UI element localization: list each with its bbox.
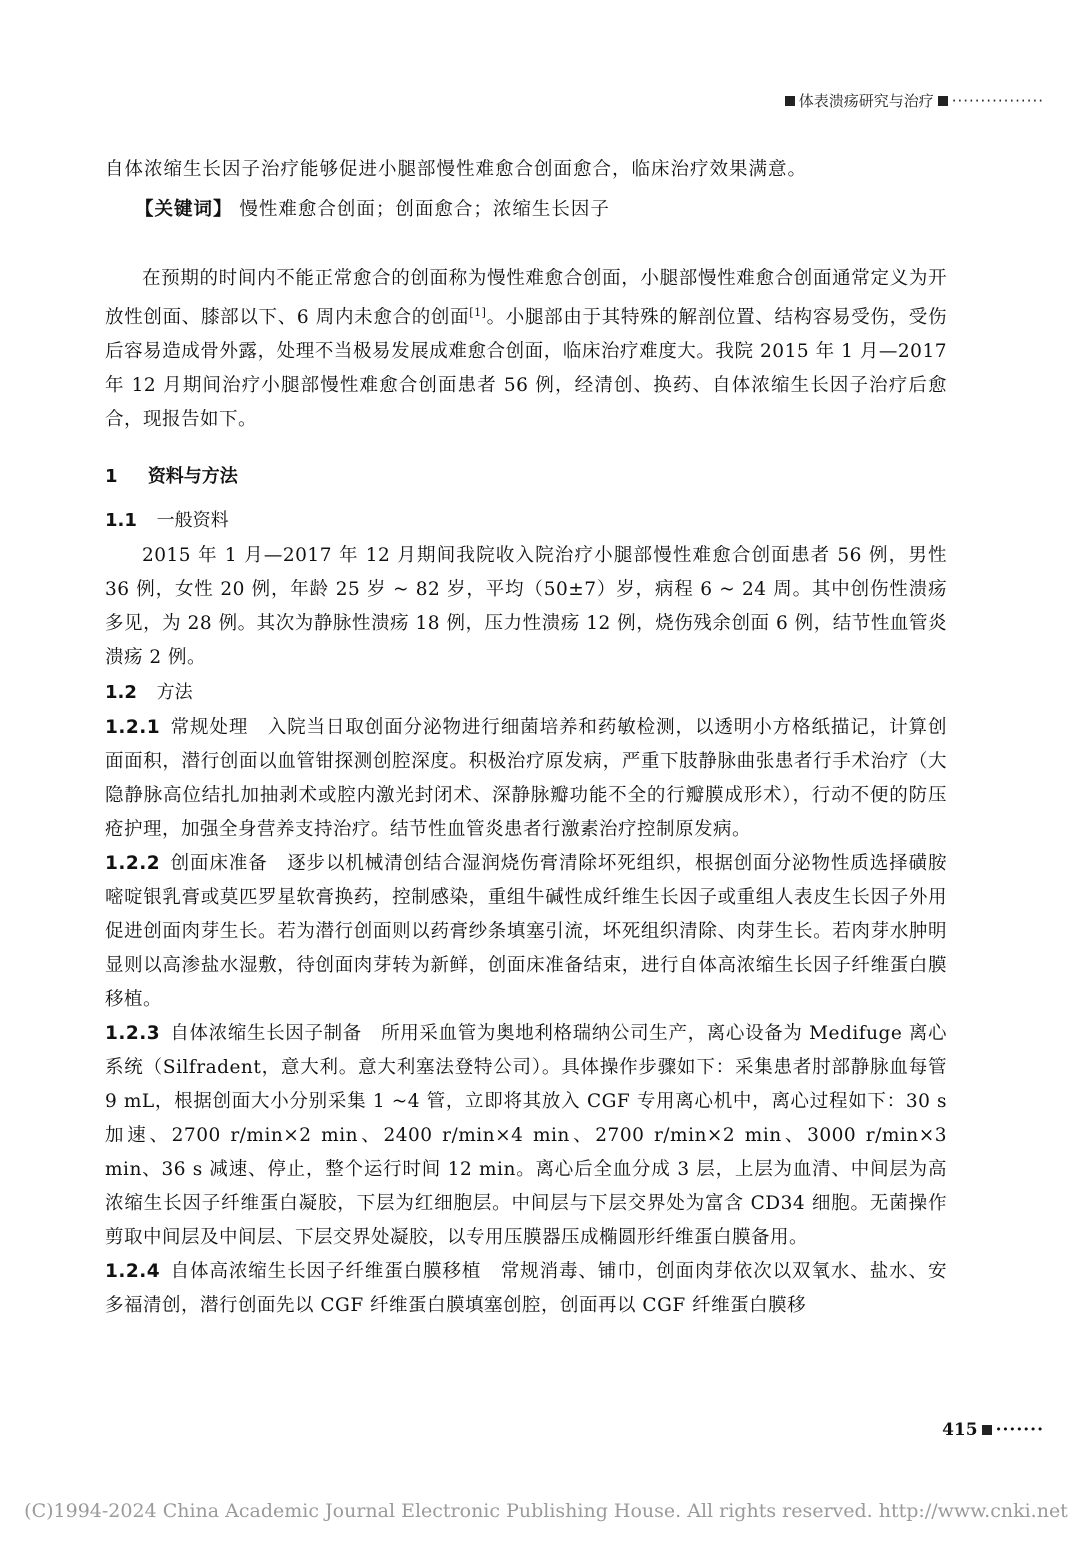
citation-ref: [1]: [469, 306, 487, 319]
subsubsection-title: 创面床准备: [170, 853, 268, 875]
header-title: 体表溃疡研究与治疗: [798, 92, 934, 110]
paragraph-text: 入院当日取创面分泌物进行细菌培养和药敏检测，以透明小方格纸描记，计算创面面积，潜行创面以血管钳探测创腔深度。积极治疗原发病，严重下肢静脉曲张患者行手术治疗（大隐静脉高位结扎加抽剥术或腔内激光封闭术、深静脉瓣功能不全的行瓣膜成形术），行动不便的防压疮护理，加强全身营养支持治疗。结节性血管炎患者行激素治疗控制原发病。: [105, 717, 947, 841]
subsection-title: 一般资料: [156, 510, 229, 532]
paragraph-text: 常规消毒、铺巾，创面肉芽依次以双氧水、盐水、安多福清创，潜行创面先以 CGF 纤维蛋白膜填塞创腔，创面再以 CGF 纤维蛋白膜移: [105, 1261, 947, 1317]
square-bullet-icon: [938, 96, 948, 106]
abstract-conclusion: 自体浓缩生长因子治疗能够促进小腿部慢性难愈合创面愈合，临床治疗效果满意。: [105, 159, 808, 180]
subsection-number: 1.2: [105, 682, 137, 704]
running-header: [785, 90, 1044, 111]
section-number: 1: [105, 466, 118, 488]
subsubsection-number: 1.2.2: [105, 853, 161, 875]
cgf-transplant-paragraph: [105, 1255, 947, 1323]
subsubsection-heading: [105, 717, 248, 738]
square-bullet-icon: [982, 1425, 992, 1435]
intro-paragraph: [105, 262, 947, 437]
subsubsection-heading: [105, 1261, 481, 1282]
section-heading: [105, 459, 947, 495]
header-dots: ················: [951, 91, 1044, 110]
intro-text-b: 。小腿部由于其特殊的解剖位置、结构容易受伤，受伤后容易造成骨外露，处理不当极易发展成难愈合创面，临床治疗难度大。我院 2015 年 1 月—2017 年 12 月期间治疗小腿部慢性难愈合创面患者 56 例，经清创、换药、自体浓缩生长因子治疗后愈合，现报告如下。: [105, 307, 947, 431]
subsubsection-number: 1.2.3: [105, 1023, 161, 1045]
page-number: 415: [942, 1420, 978, 1440]
paragraph-text: 逐步以机械清创结合湿润烧伤膏清除坏死组织，根据创面分泌物性质选择磺胺嘧啶银乳膏或莫匹罗星软膏换药，控制感染，重组牛碱性成纤维生长因子或重组人表皮生长因子外用促进创面肉芽生长。若为潜行创面则以药膏纱条填塞引流，坏死组织清除、肉芽生长。若肉芽水肿明显则以高渗盐水湿敷，待创面肉芽转为新鲜，创面床准备结束，进行自体高浓缩生长因子纤维蛋白膜移植。: [105, 853, 947, 1011]
section-title: 资料与方法: [147, 466, 238, 488]
wound-bed-paragraph: [105, 847, 947, 1017]
subsubsection-heading: [105, 853, 268, 874]
subsection-heading: [105, 503, 947, 539]
routine-treatment-paragraph: [105, 711, 947, 847]
subsubsection-title: 自体高浓缩生长因子纤维蛋白膜移植: [170, 1261, 482, 1283]
subsection-number: 1.1: [105, 510, 137, 532]
footer-dots: ·······: [995, 1420, 1044, 1440]
keywords: [105, 190, 947, 230]
subsubsection-number: 1.2.1: [105, 717, 161, 739]
cgf-preparation-paragraph: [105, 1017, 947, 1255]
subsection-heading: [105, 675, 947, 711]
subsubsection-title: 常规处理: [170, 717, 249, 739]
article-body: [105, 150, 947, 1323]
paragraph-text: 所用采血管为奥地利格瑞纳公司生产，离心设备为 Medifuge 离心系统（Silfradent，意大利。意大利塞法登特公司）。具体操作步骤如下：采集患者肘部静脉血每管 9 mL，根据创面大小分别采集 1 ~4 管，立即将其放入 CGF 专用离心机中，离心过程如下：30 s 加速、2700 r/min×2 min、2400 r/min×4 min、2700 r/min×2 min、3000 r/min×3 min、36 s 减速、停止，整个运行时间 12 min。离心后全血分成 3 层，上层为血清、中间层为高浓缩生长因子纤维蛋白凝胶，下层为红细胞层。中间层与下层交界处为富含 CD34 细胞。无菌操作剪取中间层及中间层、下层交界处凝胶，以专用压膜器压成椭圆形纤维蛋白膜备用。: [105, 1023, 947, 1249]
subsubsection-number: 1.2.4: [105, 1261, 161, 1283]
subsubsection-heading: [105, 1023, 362, 1044]
keywords-label: 【关键词】: [135, 199, 233, 220]
general-data-paragraph: 2015 年 1 月—2017 年 12 月期间我院收入院治疗小腿部慢性难愈合创面患者 56 例，男性 36 例，女性 20 例，年龄 25 岁 ~ 82 岁，平均（50±7）岁，病程 6 ~ 24 周。其中创伤性溃疡多见，为 28 例。其次为静脉性溃疡 18 例，压力性溃疡 12 例，烧伤残余创面 6 例，结节性血管炎溃疡 2 例。: [105, 545, 947, 669]
subsection-title: 方法: [156, 682, 193, 704]
copyright-footer: (C)1994-2024 China Academic Journal Electronic Publishing House. All rights reserved. http://www.cnki.net: [24, 1500, 1068, 1522]
intro-text-a: 在预期的时间内不能正常愈合的创面称为慢性难愈合创面，小腿部慢性难愈合创面通常定义为开放性创面、膝部以下、6 周内未愈合的创面: [105, 268, 947, 329]
keywords-text: 慢性难愈合创面；创面愈合；浓缩生长因子: [239, 199, 610, 220]
subsubsection-title: 自体浓缩生长因子制备: [170, 1023, 362, 1045]
page-number-block: [942, 1420, 1044, 1440]
square-bullet-icon: [785, 96, 795, 106]
